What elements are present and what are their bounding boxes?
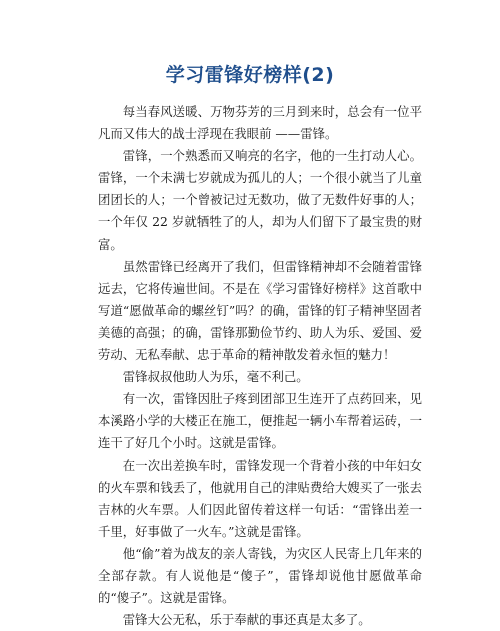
paragraph: 雷锋叔叔他助人为乐，毫不利己。	[122, 369, 309, 385]
paragraph: 有一次，雷锋因肚子疼到团部卫生连开了点药回来，见本溪路小学的大楼正在施工，便推起一辆小车帮着运砖，一连干了好几个小时。这就是雷锋。	[98, 391, 422, 451]
paragraph: 虽然雷锋已经离开了我们，但雷锋精神却不会随着雷锋远去，它将传遍世间。不是在《学习雷锋好榜样》这首歌中写道“愿做革命的螺丝钉”吗？的确，雷锋的钉子精神坚固者美德的高强；的确，雷锋那勤俭节约、助人为乐、爱国、爱劳动、无私奉献、忠于革命的精神散发着永恒的魅力！	[98, 258, 422, 363]
article-body	[98, 101, 422, 631]
article-title: 学习雷锋好榜样(2)	[165, 64, 335, 86]
paragraph: 在一次出差换车时，雷锋发现一个背着小孩的中年妇女的火车票和钱丢了，他就用自己的津贴费给大嫂买了一张去吉林的火车票。人们因此留传着这样一句话：“雷锋出差一千里，好事做了一火车。”这就是雷锋。	[98, 457, 422, 539]
paragraph: 雷锋大公无私，乐于奉献的事还真是太多了。	[122, 612, 371, 628]
paragraph: 每当春风送暖、万物芬芳的三月到来时，总会有一位平凡而又伟大的战士浮现在我眼前 ——雷锋。	[98, 104, 422, 142]
paragraph: 他“偷”着为战友的亲人寄钱，为灾区人民寄上几年来的全部存款。有人说他是“傻子”，雷锋却说他甘愿做革命的“傻子”。这就是雷锋。	[98, 545, 422, 606]
paragraph: 雷锋，一个熟悉而又响亮的名字，他的一生打动人心。雷锋，一个未满七岁就成为孤儿的人；一个很小就当了儿童团团长的人；一个曾被记过无数功，做了无数件好事的人；一个年仅 22 岁就牺牲了的人，却为人们留下了最宝贵的财富。	[98, 148, 422, 252]
